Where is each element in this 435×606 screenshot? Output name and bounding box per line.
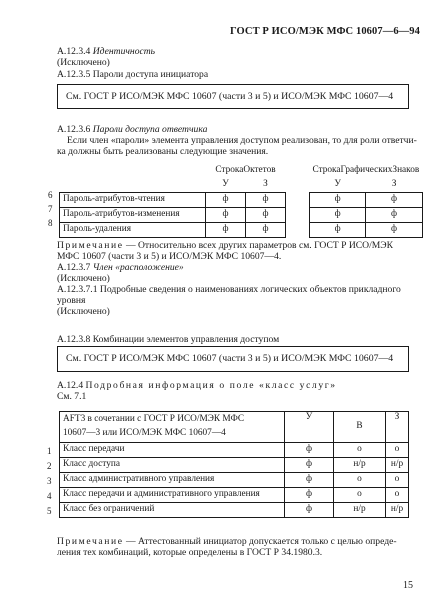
- table-row: [60, 503, 409, 518]
- paragraph-line: ка должны быть реализованы следующие значения.: [57, 146, 269, 157]
- service-class-table: [59, 411, 409, 518]
- cell-value: ф: [206, 223, 246, 238]
- note-text: — Относительно всех других параметров см. ГОСТ Р ИСО/МЭК: [123, 240, 394, 251]
- cell-value: н/р: [386, 458, 409, 473]
- row-number: 1: [47, 446, 52, 456]
- note-label: Примечание: [57, 536, 124, 547]
- row-label: Класс передачи и административного управления: [60, 488, 285, 503]
- cell-value: о: [386, 443, 409, 458]
- cell-value: о: [334, 443, 386, 458]
- table-row: [60, 473, 409, 488]
- cell-value: ф: [285, 503, 334, 518]
- table-row: [60, 193, 423, 208]
- page-number: 15: [403, 580, 413, 591]
- table-row: [60, 208, 423, 223]
- column-header-z: З: [386, 412, 409, 443]
- cell-value: ф: [246, 223, 286, 238]
- column-header-u: У: [222, 179, 229, 190]
- row-label: Класс без ограничений: [60, 503, 285, 518]
- cell-value: ф: [246, 193, 286, 208]
- column-header-z: З: [263, 179, 268, 190]
- page-header: ГОСТ Р ИСО/МЭК МФС 10607—6—94: [230, 26, 420, 37]
- note-paragraph: [57, 536, 397, 548]
- row-number: 4: [47, 491, 52, 501]
- excluded-note: (Исключено): [57, 306, 110, 317]
- cell-value: о: [334, 488, 386, 503]
- section-a12-3-4-heading: [57, 46, 155, 58]
- cell-value: о: [386, 473, 409, 488]
- reference-box-2: См. ГОСТ Р ИСО/МЭК МФС 10607 (части 3 и 5) и ИСО/МЭК МФС 10607—4: [57, 346, 409, 372]
- cell-value: н/р: [334, 503, 386, 518]
- row-number: 2: [47, 461, 52, 471]
- cell-value: ф: [366, 223, 422, 238]
- table-row: [60, 443, 409, 458]
- cell-value: ф: [285, 473, 334, 488]
- cell-value: н/р: [334, 458, 386, 473]
- row-label: Пароль-удаления: [60, 223, 206, 238]
- paragraph-line: Если член «пароли» элемента управления доступом реализован, то для роли ответчи-: [67, 135, 417, 146]
- table-row: [60, 488, 409, 503]
- section-a12-3-7-1-line: A.12.3.7.1 Подробные сведения о наименованиях логических объектов прикладного: [57, 284, 401, 295]
- column-header-u: У: [334, 179, 341, 190]
- note-label: Примечание: [57, 240, 124, 251]
- row-label: Класс передачи: [60, 443, 285, 458]
- cell-value: ф: [366, 208, 422, 223]
- cell-value: ф: [366, 193, 422, 208]
- cell-value: ф: [206, 193, 246, 208]
- section-a12-3-5-heading: A.12.3.5 Пароли доступа инициатора: [57, 69, 209, 80]
- row-number: 8: [48, 218, 53, 228]
- see-reference: См. 7.1: [57, 391, 87, 402]
- section-a12-4-heading: [57, 380, 337, 392]
- row-label: Пароль-атрибутов-чтения: [60, 193, 206, 208]
- row-label: Класс административного управления: [60, 473, 285, 488]
- row-number: 6: [48, 190, 53, 200]
- section-a12-3-7-heading: [57, 262, 184, 274]
- section-title: Подробная информация о поле «класс услуг»: [85, 380, 337, 391]
- group-header-graphic-string: СтрокаГрафическихЗнаков: [312, 165, 420, 176]
- section-number: A.12.3.7: [57, 262, 91, 273]
- row-number: 5: [47, 506, 52, 516]
- table-header-aft3: [60, 412, 285, 443]
- note-line: МФС 10607 (части 3 и 5) и ИСО/МЭК МФС 10607—4.: [57, 251, 282, 262]
- excluded-note: (Исключено): [57, 57, 110, 68]
- cell-value: ф: [310, 193, 366, 208]
- row-label: Пароль-атрибутов-изменения: [60, 208, 206, 223]
- column-header-v: В: [334, 412, 386, 443]
- section-a12-3-7-1-line: уровня: [57, 295, 86, 306]
- section-a12-3-8-heading: A.12.3.8 Комбинации элементов управления доступом: [57, 334, 280, 345]
- table-row: [60, 223, 423, 238]
- section-title: Идентичность: [92, 46, 156, 57]
- table-row: [60, 458, 409, 473]
- excluded-note: (Исключено): [57, 273, 110, 284]
- passwords-table: [59, 164, 423, 238]
- cell-value: ф: [310, 223, 366, 238]
- cell-value: ф: [285, 443, 334, 458]
- section-number: A.12.4: [57, 380, 84, 391]
- cell-value: ф: [206, 208, 246, 223]
- row-number: 3: [47, 476, 52, 486]
- cell-value: ф: [285, 488, 334, 503]
- note-line: ления тех комбинаций, которые определены в ГОСТ Р 34.1980.3.: [57, 547, 323, 558]
- group-header-octet-string: СтрокаОктетов: [215, 165, 276, 176]
- column-header-z: З: [391, 179, 397, 190]
- table-header-row: [60, 412, 409, 443]
- section-a12-3-6-heading: [57, 124, 207, 136]
- row-number: 7: [48, 204, 53, 214]
- cell-value: о: [386, 488, 409, 503]
- cell-value: ф: [285, 458, 334, 473]
- header-line: AFT3 в сочетании с ГОСТ Р ИСО/МЭК МФС: [63, 414, 245, 425]
- column-header-u: У: [285, 412, 334, 443]
- section-title: Член «расположение»: [92, 262, 184, 273]
- cell-value: ф: [246, 208, 286, 223]
- note-paragraph: [57, 240, 393, 252]
- section-number: A.12.3.6: [57, 124, 91, 135]
- row-label: Класс доступа: [60, 458, 285, 473]
- reference-box-1: См. ГОСТ Р ИСО/МЭК МФС 10607 (части 3 и 5) и ИСО/МЭК МФС 10607—4: [57, 84, 409, 109]
- section-number: A.12.3.4: [57, 46, 91, 57]
- section-title: Пароли доступа ответчика: [92, 124, 208, 135]
- cell-value: ф: [310, 208, 366, 223]
- header-line: 10607—3 или ИСО/МЭК МФС 10607—4: [63, 428, 226, 438]
- note-text: — Аттестованный инициатор допускается только с целью опреде-: [123, 536, 397, 547]
- cell-value: н/р: [386, 503, 409, 518]
- cell-value: о: [334, 473, 386, 488]
